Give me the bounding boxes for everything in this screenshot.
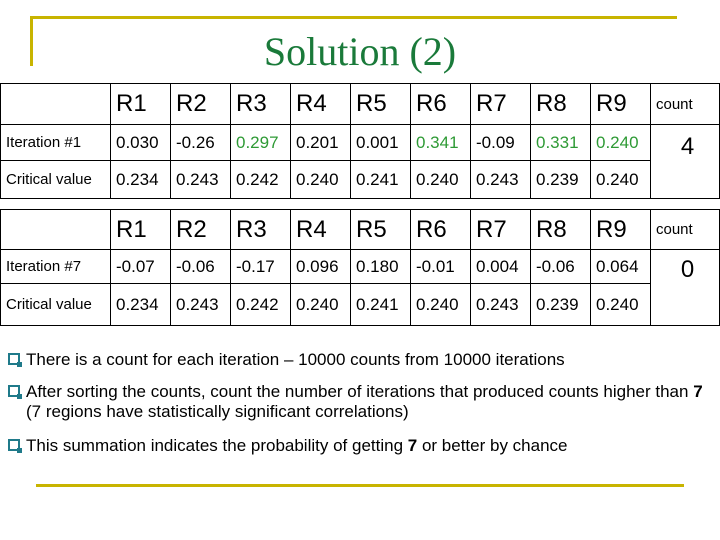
decor-bottom-line: [36, 484, 684, 487]
value-cell: 0.180: [351, 250, 411, 284]
count-header: count: [651, 84, 720, 125]
value-cell: 0.064: [591, 250, 651, 284]
bullet-list: [6, 350, 706, 466]
value-cell: 0.201: [291, 125, 351, 161]
row-label: Iteration #1: [1, 125, 111, 161]
square-bullet-icon: [8, 439, 20, 451]
header-row: [1, 210, 720, 250]
square-bullet-icon: [8, 385, 20, 397]
corner-cell: [1, 84, 111, 125]
row-label: Critical value: [1, 284, 111, 326]
region-header: R3: [231, 210, 291, 250]
slide-title: Solution (2): [263, 29, 457, 74]
bullet-text: There is a count for each iteration – 10000 counts from 10000 iterations: [26, 350, 565, 369]
region-header: R5: [351, 210, 411, 250]
value-cell: 0.030: [111, 125, 171, 161]
region-header: R3: [231, 84, 291, 125]
bullet-text: [26, 436, 706, 456]
decor-top-line: [30, 16, 677, 19]
region-header: R8: [531, 84, 591, 125]
value-cell: 0.243: [471, 284, 531, 326]
region-header: R7: [471, 210, 531, 250]
value-cell: 0.234: [111, 284, 171, 326]
value-cell: 0.241: [351, 161, 411, 199]
region-header: R1: [111, 210, 171, 250]
value-cell: -0.01: [411, 250, 471, 284]
value-cell: 0.331: [531, 125, 591, 161]
region-header: R9: [591, 84, 651, 125]
value-cell: 0.239: [531, 284, 591, 326]
results-table-iteration-7: [0, 209, 720, 326]
region-header: R2: [171, 84, 231, 125]
value-cell: -0.09: [471, 125, 531, 161]
table-row: [1, 161, 720, 199]
count-value: 4: [651, 125, 720, 199]
value-cell: 0.243: [171, 284, 231, 326]
bullet-text-part: or better by chance: [417, 436, 568, 455]
value-cell: 0.297: [231, 125, 291, 161]
table-row: [1, 284, 720, 326]
header-row: [1, 84, 720, 125]
count-header: count: [651, 210, 720, 250]
value-cell: 0.240: [291, 284, 351, 326]
value-cell: 0.096: [291, 250, 351, 284]
bullet-text-part: After sorting the counts, count the number of iterations that produced counts higher than: [26, 382, 694, 401]
value-cell: 0.242: [231, 284, 291, 326]
value-cell: 0.240: [591, 161, 651, 199]
value-cell: -0.06: [171, 250, 231, 284]
corner-cell: [1, 210, 111, 250]
region-header: R4: [291, 210, 351, 250]
bullet-text-part: This summation indicates the probability of getting: [26, 436, 408, 455]
bullet-item: [6, 382, 706, 422]
region-header: R1: [111, 84, 171, 125]
row-label: Iteration #7: [1, 250, 111, 284]
value-cell: 0.240: [411, 161, 471, 199]
value-cell: 0.241: [351, 284, 411, 326]
region-header: R8: [531, 210, 591, 250]
value-cell: -0.06: [531, 250, 591, 284]
region-header: R2: [171, 210, 231, 250]
value-cell: 0.004: [471, 250, 531, 284]
value-cell: 0.242: [231, 161, 291, 199]
square-bullet-icon: [8, 353, 20, 365]
value-cell: 0.001: [351, 125, 411, 161]
bullet-bold-number: 7: [693, 382, 703, 401]
bullet-item: [6, 436, 706, 456]
row-label: Critical value: [1, 161, 111, 199]
value-cell: 0.240: [291, 161, 351, 199]
bullet-text: [26, 382, 706, 422]
count-value: 0: [651, 250, 720, 326]
region-header: R5: [351, 84, 411, 125]
value-cell: 0.240: [591, 125, 651, 161]
value-cell: -0.07: [111, 250, 171, 284]
region-header: R4: [291, 84, 351, 125]
value-cell: -0.26: [171, 125, 231, 161]
value-cell: 0.240: [591, 284, 651, 326]
results-table-iteration-1: [0, 83, 720, 199]
value-cell: 0.243: [171, 161, 231, 199]
value-cell: 0.341: [411, 125, 471, 161]
value-cell: 0.240: [411, 284, 471, 326]
table-row: [1, 125, 720, 161]
value-cell: 0.243: [471, 161, 531, 199]
value-cell: 0.234: [111, 161, 171, 199]
region-header: R6: [411, 210, 471, 250]
bullet-item: [6, 350, 706, 370]
table-row: [1, 250, 720, 284]
region-header: R6: [411, 84, 471, 125]
region-header: R7: [471, 84, 531, 125]
value-cell: 0.239: [531, 161, 591, 199]
region-header: R9: [591, 210, 651, 250]
bullet-text-part: (7 regions have statistically significant correlations): [26, 402, 409, 421]
bullet-bold-number: 7: [407, 436, 418, 455]
value-cell: -0.17: [231, 250, 291, 284]
